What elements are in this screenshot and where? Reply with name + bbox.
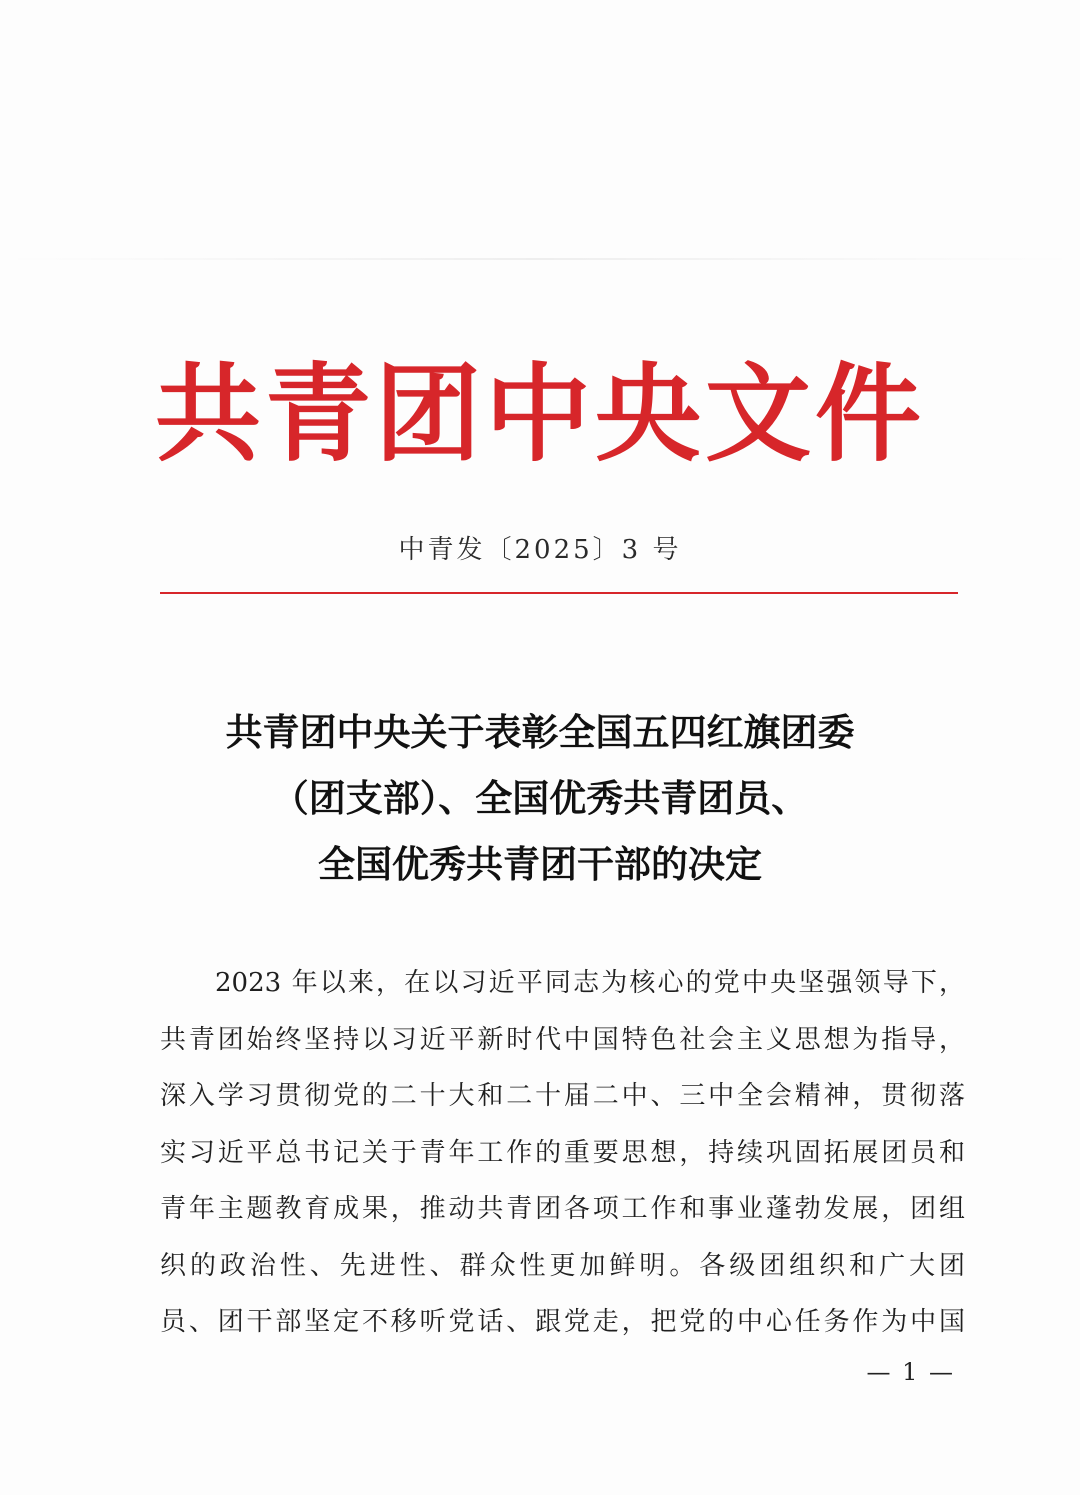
title-line-1: 共青团中央关于表彰全国五四红旗团委	[225, 711, 855, 754]
title-line-3: 全国优秀共青团干部的决定	[318, 843, 762, 886]
title-line-2: （团支部）、全国优秀共青团员、	[271, 777, 809, 820]
red-separator-line	[160, 592, 958, 594]
body-line-5: 青年主题教育成果，推动共青团各项工作和事业蓬勃发展，团组	[160, 1194, 965, 1224]
document-number: 中青发〔2025〕3 号	[398, 535, 682, 565]
body-line-7: 员、团干部坚定不移听党话、跟党走，把党的中心任务作为中国	[160, 1307, 965, 1337]
body-line-6: 织的政治性、先进性、群众性更加鲜明。各级团组织和广大团	[160, 1250, 965, 1281]
body-line-3: 深入学习贯彻党的二十大和二十届二中、三中全会精神，贯彻落	[160, 1081, 965, 1111]
body-paragraph	[160, 955, 965, 1351]
decision-title	[0, 700, 1080, 898]
paper-fold-line	[0, 258, 1080, 260]
body-line-1: 2023 年以来，在以习近平同志为核心的党中央坚强领导下，	[215, 968, 965, 998]
page-number: — 1 —	[866, 1358, 955, 1386]
document-header-title: 共青团中央文件	[155, 353, 925, 476]
body-line-2: 共青团始终坚持以习近平新时代中国特色社会主义思想为指导，	[160, 1024, 965, 1055]
body-line-4: 实习近平总书记关于青年工作的重要思想，持续巩固拓展团员和	[160, 1137, 965, 1168]
